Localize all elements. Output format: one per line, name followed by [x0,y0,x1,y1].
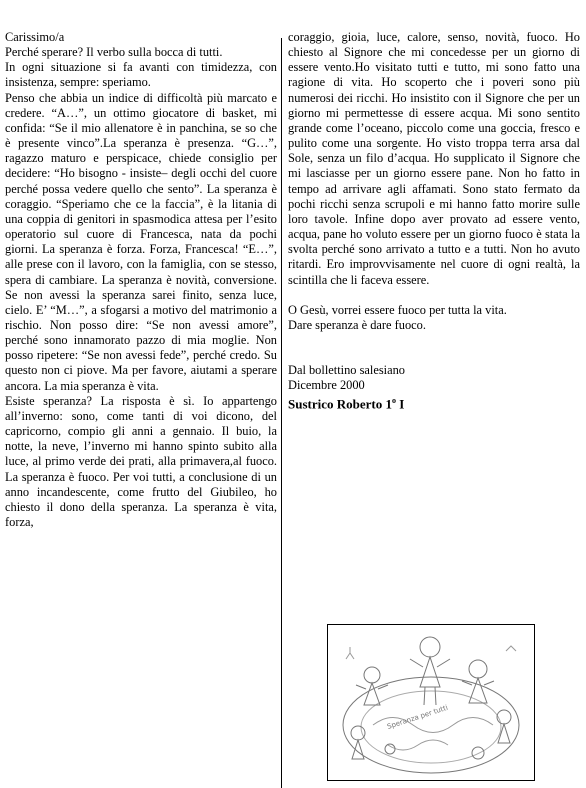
children-drawing-image [327,624,535,781]
source-line: Dal bollettino salesiano [288,362,405,377]
author-suffix: I [396,396,405,412]
paragraph: Penso che abbia un indice di difficoltà più marcato e credere. “A…”, un ottimo giocatore di basket, mi confida: “Se il mio allenatore è in panchina, se so che è presente vinco”.La speranza è presenza. “G…”, ragazzo maturo e perspicace, chiede consiglio per decidere: “Ho bisogno - insiste– degli occhi del cuore perché possa vedere quello che sento”. La speranza è coraggio. “Speriamo che ce la faccia”, è la litania di una coppia di genitori in spasmodica attesa per l’esito operatorio sul cuore di Francesca, nata da pochi giorni. La speranza è forza. Forza, Francesca! “E…”, alle prese con il lavoro, con la famiglia, con se stesso, spera di cambiare. La speranza è novità, conversione. Se non avessi la speranza sarei finito, senza luce, cielo. E’ “M…”, a sfogarsi a motivo del matrimonio a rischio. Non posso dire: “Se non avessi amore”, perché sono innamorato pazzo di mia moglie. Non posso ripetere: “Se non avessi fede”, perché credo. Su questo non ci piove. Ma per favore, aiutami a sperare ancora. La mia speranza è vita. [5,90,277,393]
paragraph: In ogni situazione si fa avanti con timidezza, con insistenza, sempre: speriamo. [5,60,277,90]
left-column [5,30,277,530]
right-column [288,30,580,412]
author-superscript: o [392,396,396,406]
paragraph: Esiste speranza? La risposta è sì. Io appartengo all’inverno: sono, come tanti di voi dicono, del capricorno, compio gli anni a gennaio. Il buio, la notte, la neve, l’inverno mi hanno spinto subito alla luce, al primo verde dei prati, alla primavera,al fuoco. La speranza è fuoco. Per voi tutti, a conclusione di un anno incandescente, come frutto del Giubileo, ho chiesto il dono della speranza. La speranza è vita, forza, [5,393,277,529]
column-divider [281,38,282,788]
paragraph: O Gesù, vorrei essere fuoco per tutta la vita. [288,302,507,317]
drawing-caption: Speranza per tutti [386,703,449,731]
author-name: Sustrico Roberto 1 [288,396,392,412]
date-line: Dicembre 2000 [288,378,365,393]
greeting: Carissimo/a [5,30,65,44]
drawing-sketch [328,625,534,780]
author-signature [288,393,580,411]
paragraph: Dare speranza è dare fuoco. [288,317,426,332]
paragraph: coraggio, gioia, luce, calore, senso, novità, fuoco. Ho chiesto al Signore che mi concedesse per un giorno di essere vento.Ho visitato tutti e tutto, mi sono fatto una ragione di vita. Ho scoperto che i poveri sono più numerosi dei ricchi. Ho insistito con il Signore che per un giorno mi permettesse di essere acqua. Mi sono sentito grande come l’oceano, piccolo come una goccia, fresco e pulito come una sorgente. Ho visto troppa terra arsa dal Sole, senza un filo d’acqua. Ho supplicato il Signore che mi lasciasse per un giorno essere pane. Non ho fatto in tempo ad arrivare agli affamati. Sono stato fermato da pochi ricchi senza scrupoli e mi hanno fatto morire sulle loro tavole. Infine dopo aver provato ad essere vento, acqua, pane ho voluto essere per un giorno fuoco è stata la svolta perché sono arrivato a tutto e a tutti. Non ho avuto ritardi. Ero improvvisamente nel cuore di ogni realtà, la scintilla che li faceva essere. [288,30,580,287]
paragraph: Perché sperare? Il verbo sulla bocca di tutti. [5,45,223,60]
